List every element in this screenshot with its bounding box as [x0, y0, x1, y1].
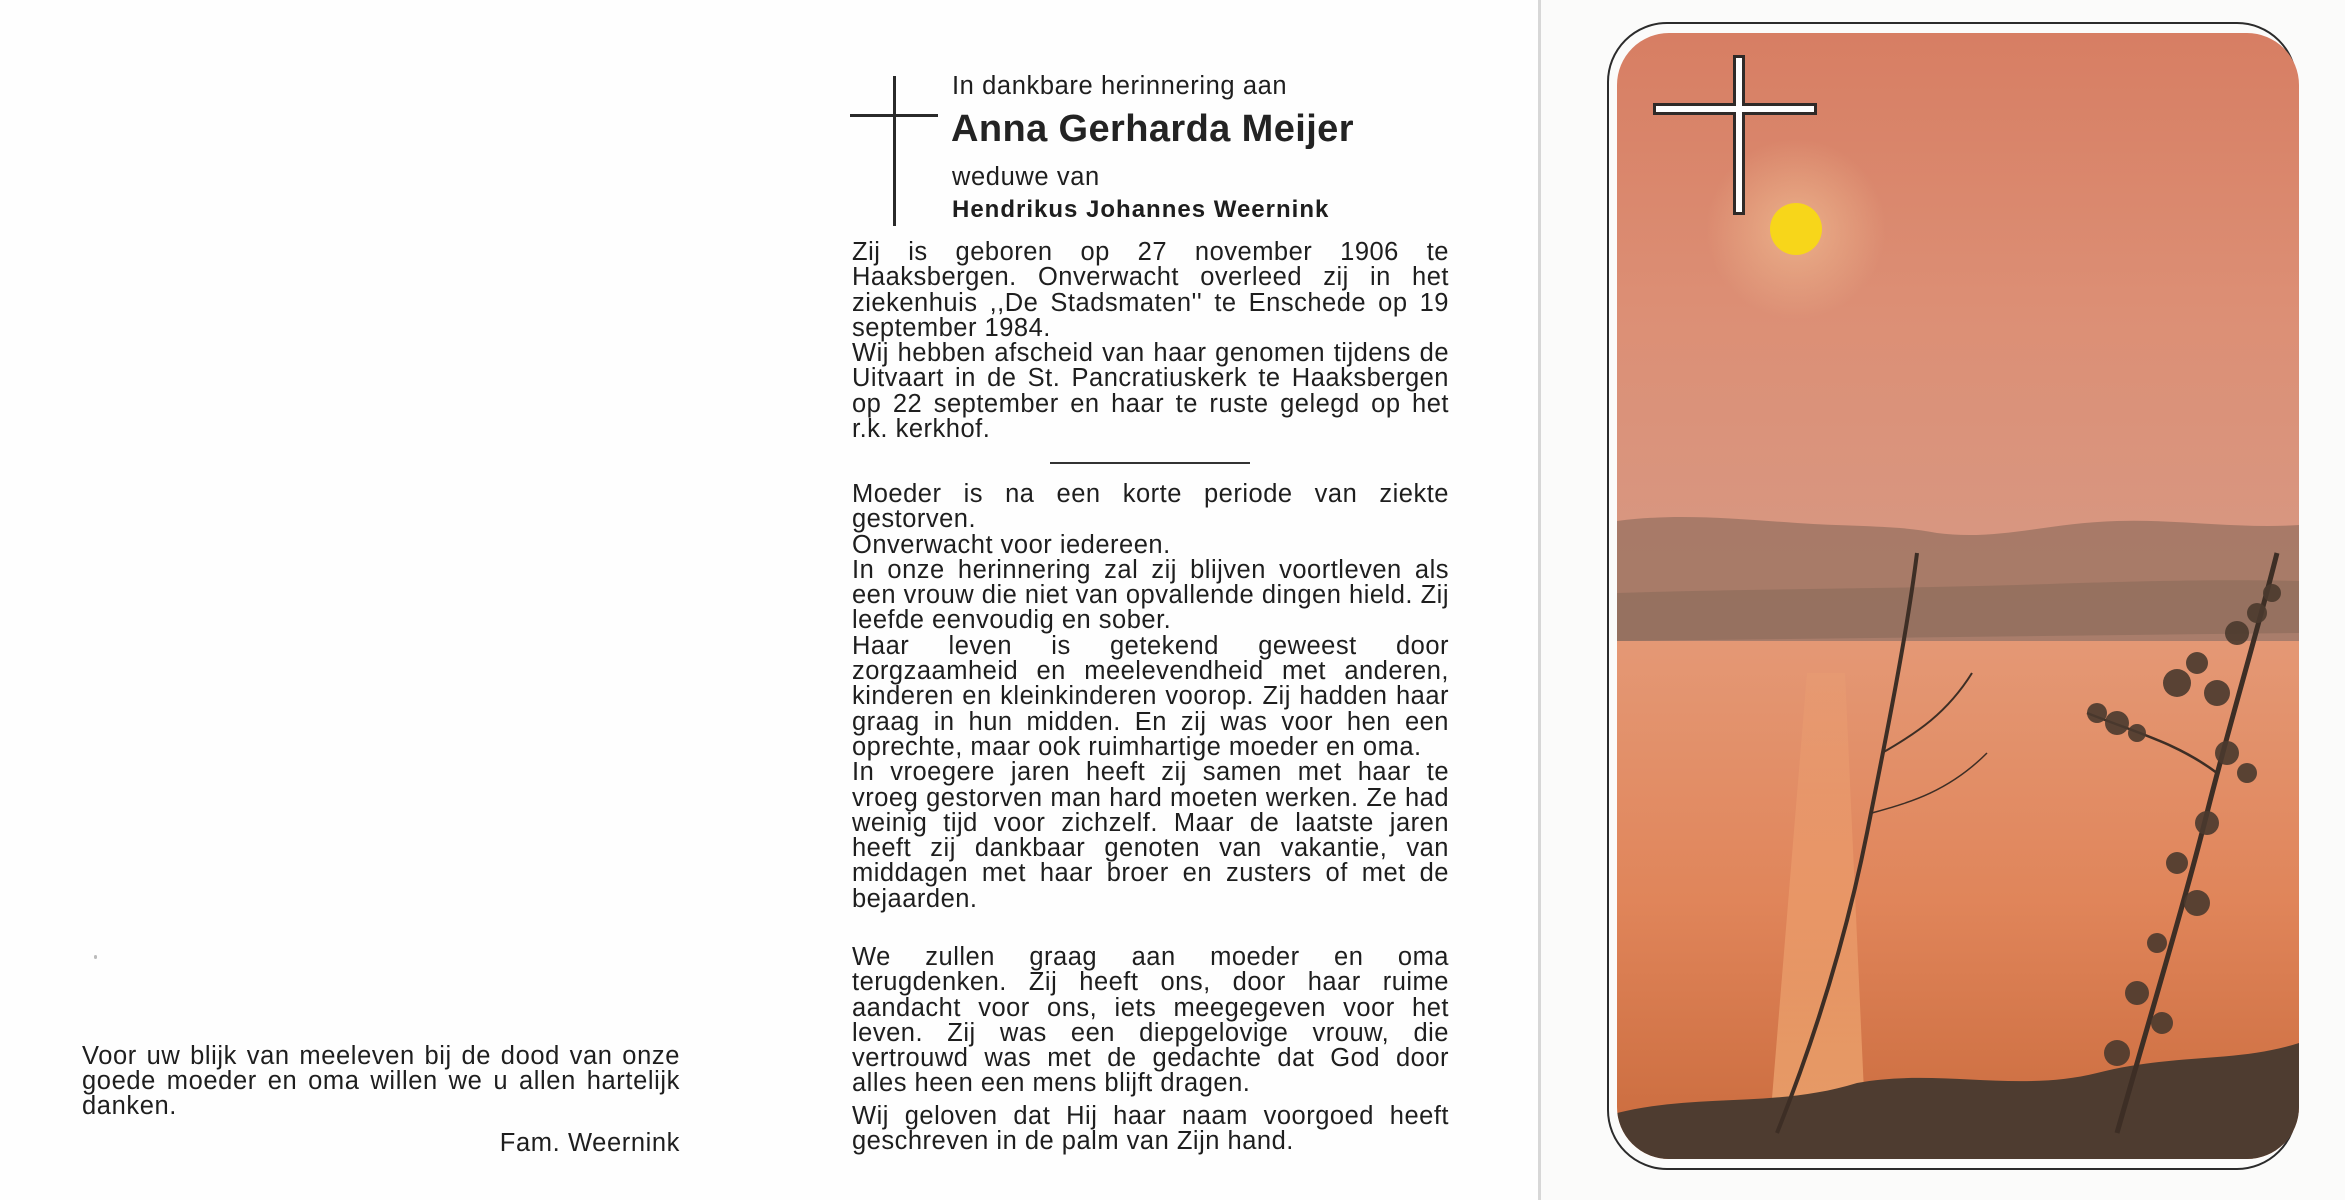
family-signature: Fam. Weernink	[499, 1129, 680, 1157]
cross-icon-vertical	[893, 76, 896, 226]
tribute-text-closing	[852, 1104, 1449, 1155]
tribute-paragraph: We zullen graag aan moeder en oma terugdenken. Zij heeft ons, door haar ruime aandacht voor ons, iets meegegeven voor het leven. Zij was een diepgelovige vrouw, die vertrouwd was met de gedachte dat God door alles heen een mens blijft dragen.	[852, 943, 1449, 1098]
tribute-paragraph: In vroegere jaren heeft zij samen met haar te vroeg gestorven man hard moeten werken. Ze had weinig tijd voor zichzelf. Maar de laatste jaren heeft zij dankbaar genoten van vakantie, van middagen met haar broer en zusters of met de bejaarden.	[852, 758, 1449, 913]
birth-death-paragraph: Zij is geboren op 27 november 1906 te Haaksbergen. Onverwacht overleed zij in het ziekenhuis ,,De Stadsmaten'' te Enschede op 19 september 1984.	[852, 238, 1449, 342]
sunset-over-lake-photo	[1617, 33, 2299, 1159]
paper-speck	[94, 955, 97, 959]
memorial-intro: In dankbare herinnering aan	[952, 72, 1288, 100]
thank-you-note	[82, 1044, 680, 1119]
tribute-paragraph: In onze herinnering zal zij blijven voortleven als een vrouw die niet van opvallende dingen hield. Zij leefde eenvoudig en sober.	[852, 555, 1449, 635]
tribute-text-faith	[852, 945, 1449, 1097]
husband-name: Hendrikus Johannes Weernink	[952, 196, 1330, 223]
tribute-paragraph: Haar leven is getekend geweest door zorgzaamheid en meelevendheid met anderen, kinderen en kleinkinderen voorop. Zij hadden haar graag in hun midden. En zij was voor hen een oprechte, maar ook ruimhartige moeder en oma.	[852, 631, 1449, 761]
tribute-paragraph: Moeder is na een korte periode van ziekte gestorven.	[852, 480, 1449, 534]
tribute-paragraph: Wij geloven dat Hij haar naam voorgoed heeft geschreven in de palm van Zijn hand.	[852, 1102, 1449, 1156]
cross-icon-horizontal	[850, 114, 938, 117]
funeral-paragraph: Wij hebben afscheid van haar genomen tijdens de Uitvaart in de St. Pancratiuskerk te Haaksbergen op 22 september en haar te ruste gelegd op het r.k. kerkhof.	[852, 339, 1449, 444]
widow-of-label: weduwe van	[952, 163, 1100, 191]
deceased-name: Anna Gerharda Meijer	[951, 108, 1354, 150]
biography	[852, 240, 1449, 442]
thank-you-text: Voor uw blijk van meeleven bij de dood van onze goede moeder en oma willen we u allen hartelijk danken.	[82, 1042, 680, 1120]
tribute-text	[852, 482, 1449, 912]
tribute-paragraph: Onverwacht voor iedereen.	[852, 530, 1171, 559]
sun-icon	[1770, 203, 1822, 255]
section-divider	[1050, 462, 1250, 464]
